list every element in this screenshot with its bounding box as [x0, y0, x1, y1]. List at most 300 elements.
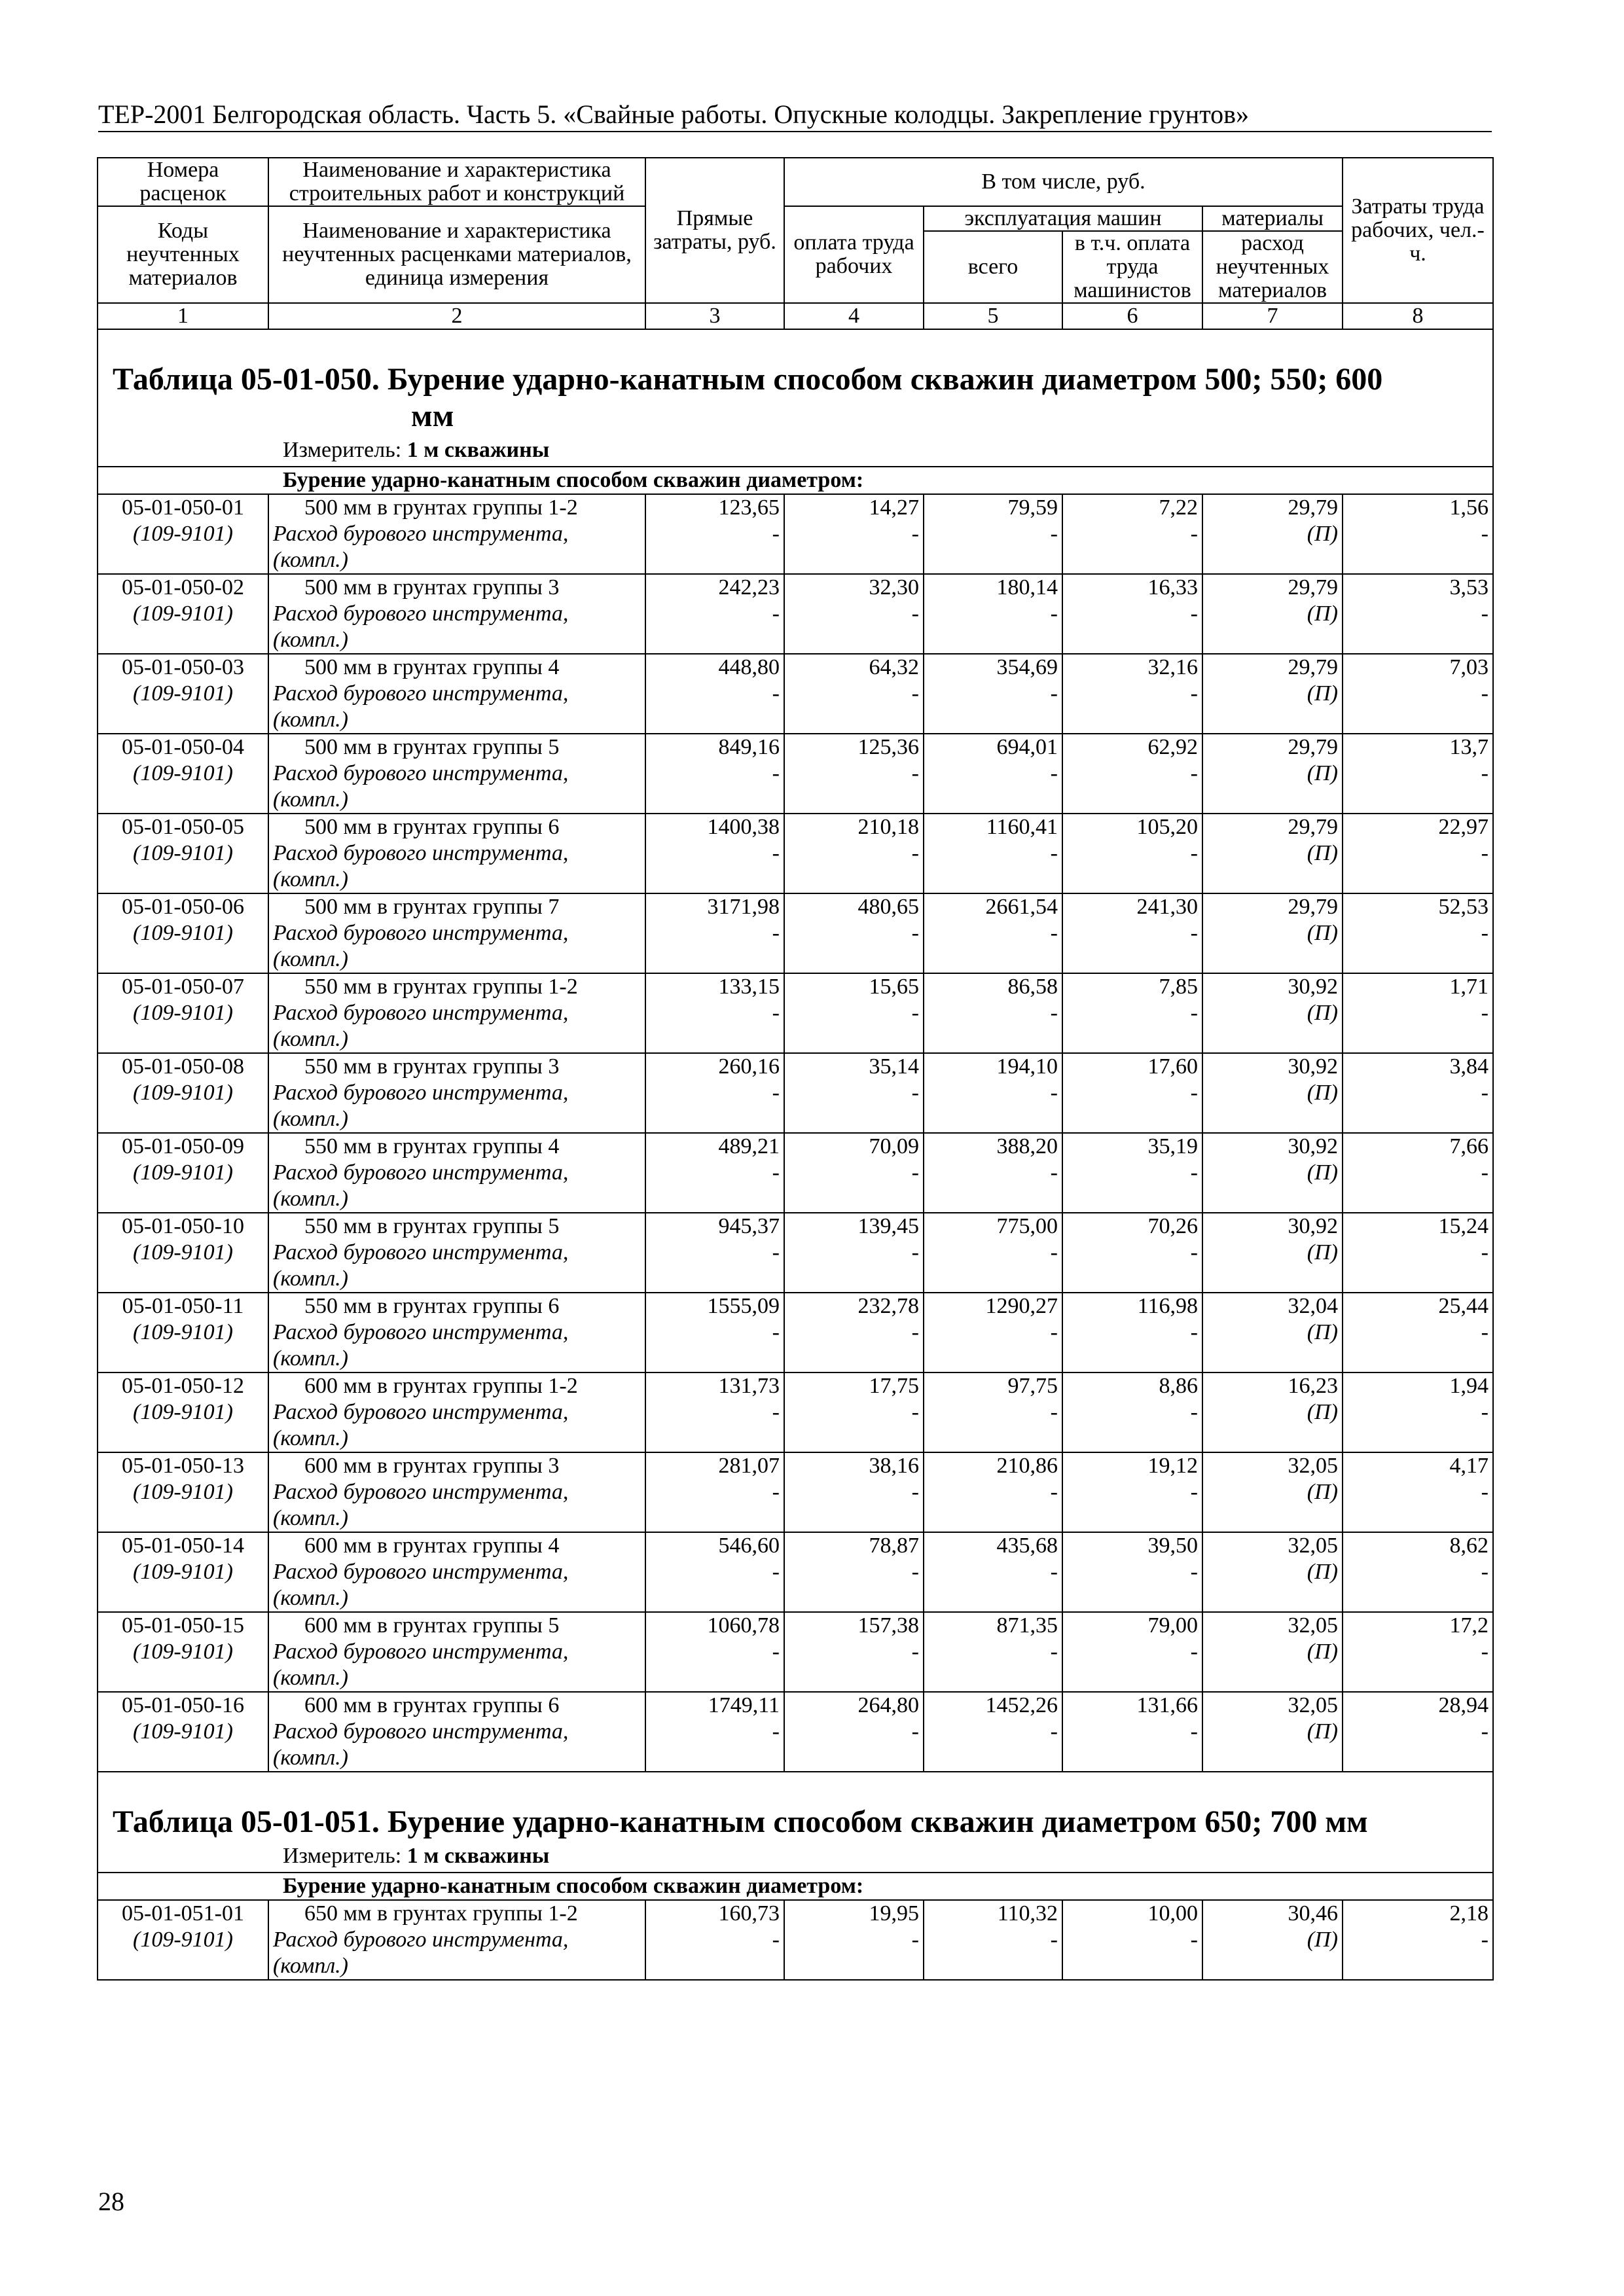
work-name: 650 мм в грунтах группы 1-2 — [304, 1901, 578, 1926]
table-title-cell — [98, 329, 1493, 435]
work-name: 500 мм в грунтах группы 6 — [304, 815, 560, 839]
table-title-line1: Таблица 05-01-051. Бурение ударно-канатным способом скважин диаметром 650; 700 мм — [113, 1804, 1368, 1839]
dash: - — [1190, 1240, 1198, 1265]
machinists-pay-value: 241,30 — [1136, 895, 1198, 919]
material-code: (109-9101) — [133, 1640, 233, 1664]
column-number: 3 — [645, 303, 784, 329]
labor-pay-value: 14,27 — [869, 495, 919, 520]
column-number: 7 — [1202, 303, 1343, 329]
labor-hours-value: 25,44 — [1438, 1294, 1489, 1318]
material-unit: (компл.) — [273, 787, 348, 812]
labor-pay — [784, 1692, 924, 1772]
rate-code: 05-01-050-12 — [122, 1374, 244, 1398]
direct-costs — [645, 1213, 784, 1293]
dash: - — [911, 1400, 919, 1424]
labor-hours — [1343, 1133, 1493, 1213]
dash: - — [772, 1560, 780, 1584]
work-name: 500 мм в грунтах группы 5 — [304, 735, 560, 759]
material-code: (109-9101) — [133, 1400, 233, 1424]
material-name: Расход бурового инструмента, — [273, 1640, 569, 1664]
material-name: Расход бурового инструмента, — [273, 921, 569, 945]
table-body — [98, 329, 1493, 1980]
materials-consumption — [1202, 1612, 1343, 1692]
machinists-pay-value: 10,00 — [1147, 1901, 1198, 1926]
material-name: Расход бурового инструмента, — [273, 1480, 569, 1504]
machinists-pay — [1062, 734, 1202, 814]
machines-total — [924, 1532, 1062, 1612]
dash: - — [911, 921, 919, 945]
work-name: 600 мм в грунтах группы 3 — [304, 1454, 560, 1478]
machinists-pay-value: 116,98 — [1137, 1294, 1198, 1318]
labor-pay — [784, 973, 924, 1053]
labor-hours-value: 13,7 — [1449, 735, 1489, 759]
material-unit: (компл.) — [273, 867, 348, 891]
work-name: 600 мм в грунтах группы 6 — [304, 1693, 560, 1717]
material-code: (109-9101) — [133, 1719, 233, 1744]
dash: - — [911, 1320, 919, 1344]
labor-hours — [1343, 973, 1493, 1053]
table-row — [98, 1133, 1493, 1213]
rate-code-cell — [98, 814, 268, 893]
dash: - — [1190, 841, 1198, 865]
labor-pay-value: 139,45 — [857, 1214, 919, 1238]
dash: - — [1050, 681, 1058, 706]
direct-costs — [645, 734, 784, 814]
dash: - — [772, 601, 780, 626]
dash: - — [772, 1160, 780, 1185]
labor-hours-value: 1,71 — [1449, 975, 1489, 999]
materials-consumption-value: 32,05 — [1288, 1613, 1338, 1638]
direct-costs — [645, 814, 784, 893]
dash: - — [1050, 1719, 1058, 1744]
column-number: 8 — [1343, 303, 1493, 329]
work-name-cell — [268, 1133, 645, 1213]
table-row — [98, 574, 1493, 654]
machinists-pay — [1062, 654, 1202, 734]
labor-hours — [1343, 494, 1493, 574]
work-name-cell — [268, 893, 645, 973]
dash: - — [911, 601, 919, 626]
column-number: 4 — [784, 303, 924, 329]
labor-hours-value: 1,56 — [1449, 495, 1489, 520]
dash: - — [1481, 841, 1489, 865]
material-unit: (компл.) — [273, 1027, 348, 1051]
materials-unit: (П) — [1307, 1081, 1338, 1105]
labor-pay — [784, 574, 924, 654]
header-col6: в т.ч. оплата труда машинистов — [1062, 231, 1202, 303]
dash: - — [1190, 1160, 1198, 1185]
machinists-pay — [1062, 1133, 1202, 1213]
materials-consumption — [1202, 574, 1343, 654]
labor-hours — [1343, 1293, 1493, 1372]
dash: - — [1050, 1320, 1058, 1344]
work-name-cell — [268, 734, 645, 814]
dash: - — [1481, 1640, 1489, 1664]
rate-code-cell — [98, 1372, 268, 1452]
dash: - — [772, 1320, 780, 1344]
direct-costs-value: 242,23 — [718, 575, 780, 600]
dash: - — [772, 1719, 780, 1744]
rate-code-cell — [98, 1692, 268, 1772]
table-row — [98, 1612, 1493, 1692]
labor-pay — [784, 1612, 924, 1692]
materials-consumption — [1202, 1532, 1343, 1612]
dash: - — [1190, 1640, 1198, 1664]
rate-code: 05-01-050-14 — [122, 1534, 244, 1558]
materials-consumption-value: 32,04 — [1288, 1294, 1338, 1318]
materials-unit: (П) — [1307, 1240, 1338, 1265]
dash: - — [1050, 1640, 1058, 1664]
column-numbers-row — [98, 303, 1493, 329]
work-name-cell — [268, 973, 645, 1053]
labor-hours-value: 15,24 — [1438, 1214, 1489, 1238]
materials-consumption — [1202, 973, 1343, 1053]
header-col4: оплата труда рабочих — [784, 206, 924, 303]
dash: - — [1481, 522, 1489, 546]
dash: - — [1481, 1001, 1489, 1025]
rate-code: 05-01-050-06 — [122, 895, 244, 919]
work-name-cell — [268, 1372, 645, 1452]
dash: - — [772, 1240, 780, 1265]
material-unit: (компл.) — [273, 1954, 348, 1978]
measure-label: Измеритель: — [283, 438, 407, 462]
direct-costs-value: 260,16 — [718, 1054, 780, 1079]
material-unit: (компл.) — [273, 1426, 348, 1450]
labor-hours-value: 52,53 — [1438, 895, 1489, 919]
machines-total-value: 1290,27 — [985, 1294, 1058, 1318]
rates-table — [97, 157, 1494, 1981]
labor-pay — [784, 1293, 924, 1372]
rate-code-cell — [98, 574, 268, 654]
materials-consumption-value: 30,46 — [1288, 1901, 1338, 1926]
machinists-pay — [1062, 1293, 1202, 1372]
machinists-pay — [1062, 1372, 1202, 1452]
machines-total-value: 694,01 — [996, 735, 1058, 759]
materials-consumption-value: 32,05 — [1288, 1693, 1338, 1717]
materials-consumption-value: 16,23 — [1288, 1374, 1338, 1398]
material-code: (109-9101) — [133, 1480, 233, 1504]
measure-label: Измеритель: — [283, 1844, 407, 1868]
machines-total — [924, 1612, 1062, 1692]
table-title-row — [98, 1772, 1493, 1840]
header-materials: материалы — [1202, 206, 1343, 231]
direct-costs — [645, 1133, 784, 1213]
machines-total-value: 1160,41 — [986, 815, 1058, 839]
work-name-cell — [268, 1692, 645, 1772]
machinists-pay-value: 19,12 — [1147, 1454, 1198, 1478]
machines-total-value: 1452,26 — [985, 1693, 1058, 1717]
dash: - — [1190, 1719, 1198, 1744]
subheading: Бурение ударно-канатным способом скважин диаметром: — [98, 1873, 1493, 1900]
dash: - — [1050, 1160, 1058, 1185]
machinists-pay-value: 79,00 — [1147, 1613, 1198, 1638]
measure-value: 1 м скважины — [406, 438, 550, 462]
dash: - — [772, 1400, 780, 1424]
machines-total — [924, 1452, 1062, 1532]
labor-hours-value: 2,18 — [1449, 1901, 1489, 1926]
running-header: ТЕР-2001 Белгородская область. Часть 5. «Свайные работы. Опускные колодцы. Закрепление грунтов» — [98, 99, 1250, 129]
header-col8: Затраты труда рабочих, чел.-ч. — [1343, 158, 1493, 303]
material-code: (109-9101) — [133, 1320, 233, 1344]
table-row — [98, 654, 1493, 734]
labor-hours — [1343, 814, 1493, 893]
dash: - — [1481, 1719, 1489, 1744]
labor-hours — [1343, 1900, 1493, 1980]
materials-consumption — [1202, 1133, 1343, 1213]
dash: - — [1050, 761, 1058, 785]
direct-costs-value: 546,60 — [718, 1534, 780, 1558]
machinists-pay — [1062, 574, 1202, 654]
dash: - — [772, 761, 780, 785]
column-number: 2 — [268, 303, 645, 329]
labor-pay-value: 210,18 — [857, 815, 919, 839]
labor-hours — [1343, 1053, 1493, 1133]
machines-total-value: 210,86 — [996, 1454, 1058, 1478]
header-col1-bottom: Коды неучтенных материалов — [98, 206, 268, 303]
dash: - — [911, 1480, 919, 1504]
rate-code-cell — [98, 1293, 268, 1372]
measure-cell — [98, 435, 1493, 467]
dash: - — [911, 681, 919, 706]
direct-costs-value: 133,15 — [718, 975, 780, 999]
machinists-pay — [1062, 1692, 1202, 1772]
material-code: (109-9101) — [133, 921, 233, 945]
direct-costs-value: 489,21 — [718, 1134, 780, 1158]
work-name: 600 мм в грунтах группы 5 — [304, 1613, 560, 1638]
material-unit: (компл.) — [273, 628, 348, 652]
machines-total-value: 435,68 — [996, 1534, 1058, 1558]
table-row — [98, 1692, 1493, 1772]
dash: - — [772, 522, 780, 546]
material-unit: (компл.) — [273, 1346, 348, 1371]
direct-costs-value: 1400,38 — [707, 815, 780, 839]
materials-consumption-value: 29,79 — [1288, 815, 1338, 839]
table-row — [98, 1293, 1493, 1372]
machines-total-value: 388,20 — [996, 1134, 1058, 1158]
rate-code-cell — [98, 1133, 268, 1213]
labor-pay — [784, 1053, 924, 1133]
direct-costs-value: 1555,09 — [707, 1294, 780, 1318]
dash: - — [911, 1719, 919, 1744]
machines-total-value: 775,00 — [996, 1214, 1058, 1238]
materials-consumption-value: 29,79 — [1288, 735, 1338, 759]
dash: - — [1190, 1928, 1198, 1952]
dash: - — [911, 1160, 919, 1185]
rate-code-cell — [98, 1213, 268, 1293]
work-name: 550 мм в грунтах группы 6 — [304, 1294, 560, 1318]
work-name: 550 мм в грунтах группы 4 — [304, 1134, 560, 1158]
work-name: 600 мм в грунтах группы 1-2 — [304, 1374, 578, 1398]
header-col5: всего — [924, 231, 1062, 303]
work-name: 550 мм в грунтах группы 1-2 — [304, 975, 578, 999]
dash: - — [1481, 1081, 1489, 1105]
work-name-cell — [268, 1293, 645, 1372]
materials-unit: (П) — [1307, 841, 1338, 865]
material-name: Расход бурового инструмента, — [273, 1001, 569, 1025]
direct-costs-value: 1749,11 — [708, 1693, 780, 1717]
materials-unit: (П) — [1307, 681, 1338, 706]
material-name: Расход бурового инструмента, — [273, 1719, 569, 1744]
column-number: 1 — [98, 303, 268, 329]
machines-total-value: 354,69 — [996, 655, 1058, 679]
machines-total-value: 871,35 — [996, 1613, 1058, 1638]
direct-costs-value: 849,16 — [718, 735, 780, 759]
dash: - — [1481, 761, 1489, 785]
labor-hours-value: 3,84 — [1449, 1054, 1489, 1079]
materials-consumption — [1202, 654, 1343, 734]
work-name: 550 мм в грунтах группы 5 — [304, 1214, 560, 1238]
labor-pay — [784, 654, 924, 734]
rate-code: 05-01-050-01 — [122, 495, 244, 520]
direct-costs — [645, 574, 784, 654]
materials-consumption-value: 29,79 — [1288, 495, 1338, 520]
material-code: (109-9101) — [133, 1001, 233, 1025]
material-name: Расход бурового инструмента, — [273, 761, 569, 785]
direct-costs-value: 448,80 — [718, 655, 780, 679]
labor-hours-value: 22,97 — [1438, 815, 1489, 839]
work-name-cell — [268, 574, 645, 654]
work-name: 550 мм в грунтах группы 3 — [304, 1054, 560, 1079]
labor-hours-value: 17,2 — [1449, 1613, 1489, 1638]
header-col7: расход неучтенных материалов — [1202, 231, 1343, 303]
material-code: (109-9101) — [133, 1240, 233, 1265]
machines-total — [924, 734, 1062, 814]
material-code: (109-9101) — [133, 601, 233, 626]
materials-unit: (П) — [1307, 1480, 1338, 1504]
labor-hours-value: 8,62 — [1449, 1534, 1489, 1558]
dash: - — [1481, 1400, 1489, 1424]
work-name-cell — [268, 494, 645, 574]
machinists-pay-value: 39,50 — [1147, 1534, 1198, 1558]
rate-code-cell — [98, 1452, 268, 1532]
dash: - — [772, 1001, 780, 1025]
rate-code-cell — [98, 1053, 268, 1133]
dash: - — [1190, 921, 1198, 945]
materials-consumption-value: 29,79 — [1288, 895, 1338, 919]
machines-total-value: 97,75 — [1007, 1374, 1058, 1398]
materials-unit: (П) — [1307, 1640, 1338, 1664]
measure-cell — [98, 1840, 1493, 1873]
materials-unit: (П) — [1307, 761, 1338, 785]
materials-consumption — [1202, 1213, 1343, 1293]
dash: - — [1481, 601, 1489, 626]
measure-row — [98, 435, 1493, 467]
materials-consumption — [1202, 734, 1343, 814]
direct-costs — [645, 494, 784, 574]
rate-code-cell — [98, 494, 268, 574]
labor-hours — [1343, 574, 1493, 654]
direct-costs-value: 160,73 — [718, 1901, 780, 1926]
materials-unit: (П) — [1307, 1719, 1338, 1744]
rate-code-cell — [98, 973, 268, 1053]
dash: - — [1190, 681, 1198, 706]
material-name: Расход бурового инструмента, — [273, 1560, 569, 1584]
direct-costs — [645, 1612, 784, 1692]
dash: - — [1481, 1240, 1489, 1265]
machinists-pay-value: 32,16 — [1147, 655, 1198, 679]
machines-total-value: 194,10 — [996, 1054, 1058, 1079]
labor-hours — [1343, 1612, 1493, 1692]
work-name: 500 мм в грунтах группы 4 — [304, 655, 560, 679]
labor-pay — [784, 1452, 924, 1532]
labor-hours-value: 7,66 — [1449, 1134, 1489, 1158]
dash: - — [772, 921, 780, 945]
material-code: (109-9101) — [133, 1560, 233, 1584]
labor-pay — [784, 494, 924, 574]
table-title-line1: Таблица 05-01-050. Бурение ударно-канатным способом скважин диаметром 500; 550; 600 — [113, 362, 1383, 397]
machines-total — [924, 1053, 1062, 1133]
rate-code-cell — [98, 1532, 268, 1612]
materials-consumption — [1202, 814, 1343, 893]
labor-pay-value: 264,80 — [857, 1693, 919, 1717]
material-name: Расход бурового инструмента, — [273, 1400, 569, 1424]
materials-consumption-value: 30,92 — [1288, 975, 1338, 999]
labor-pay — [784, 1133, 924, 1213]
header-rule — [98, 131, 1492, 132]
dash: - — [1050, 1400, 1058, 1424]
labor-pay — [784, 1532, 924, 1612]
labor-pay-value: 125,36 — [857, 735, 919, 759]
dash: - — [1190, 1001, 1198, 1025]
machines-total — [924, 574, 1062, 654]
dash: - — [1050, 921, 1058, 945]
table-title-cell — [98, 1772, 1493, 1840]
labor-pay — [784, 734, 924, 814]
machinists-pay — [1062, 1612, 1202, 1692]
labor-hours-value: 3,53 — [1449, 575, 1489, 600]
material-name: Расход бурового инструмента, — [273, 601, 569, 626]
machinists-pay-value: 17,60 — [1147, 1054, 1198, 1079]
rate-code-cell — [98, 893, 268, 973]
machinists-pay — [1062, 814, 1202, 893]
dash: - — [1481, 1160, 1489, 1185]
labor-pay — [784, 1213, 924, 1293]
table-row — [98, 734, 1493, 814]
material-name: Расход бурового инструмента, — [273, 1081, 569, 1105]
material-name: Расход бурового инструмента, — [273, 1160, 569, 1185]
dash: - — [1190, 601, 1198, 626]
material-name: Расход бурового инструмента, — [273, 1240, 569, 1265]
materials-unit: (П) — [1307, 1320, 1338, 1344]
direct-costs — [645, 1692, 784, 1772]
direct-costs — [645, 1053, 784, 1133]
labor-hours — [1343, 1692, 1493, 1772]
machines-total-value: 180,14 — [996, 575, 1058, 600]
machinists-pay-value: 62,92 — [1147, 735, 1198, 759]
material-code: (109-9101) — [133, 761, 233, 785]
header-group: В том числе, руб. — [784, 158, 1343, 206]
work-name-cell — [268, 1900, 645, 1980]
labor-hours-value: 4,17 — [1449, 1454, 1489, 1478]
dash: - — [772, 1928, 780, 1952]
dash: - — [1050, 601, 1058, 626]
direct-costs-value: 1060,78 — [707, 1613, 780, 1638]
direct-costs — [645, 1293, 784, 1372]
machinists-pay — [1062, 893, 1202, 973]
materials-consumption — [1202, 1692, 1343, 1772]
table-row — [98, 1532, 1493, 1612]
dash: - — [911, 522, 919, 546]
material-unit: (компл.) — [273, 1266, 348, 1291]
machines-total — [924, 1692, 1062, 1772]
material-name: Расход бурового инструмента, — [273, 522, 569, 546]
material-unit: (компл.) — [273, 1187, 348, 1211]
machines-total — [924, 1213, 1062, 1293]
labor-hours — [1343, 893, 1493, 973]
dash: - — [1190, 1320, 1198, 1344]
material-name: Расход бурового инструмента, — [273, 1320, 569, 1344]
rate-code: 05-01-050-07 — [122, 975, 244, 999]
